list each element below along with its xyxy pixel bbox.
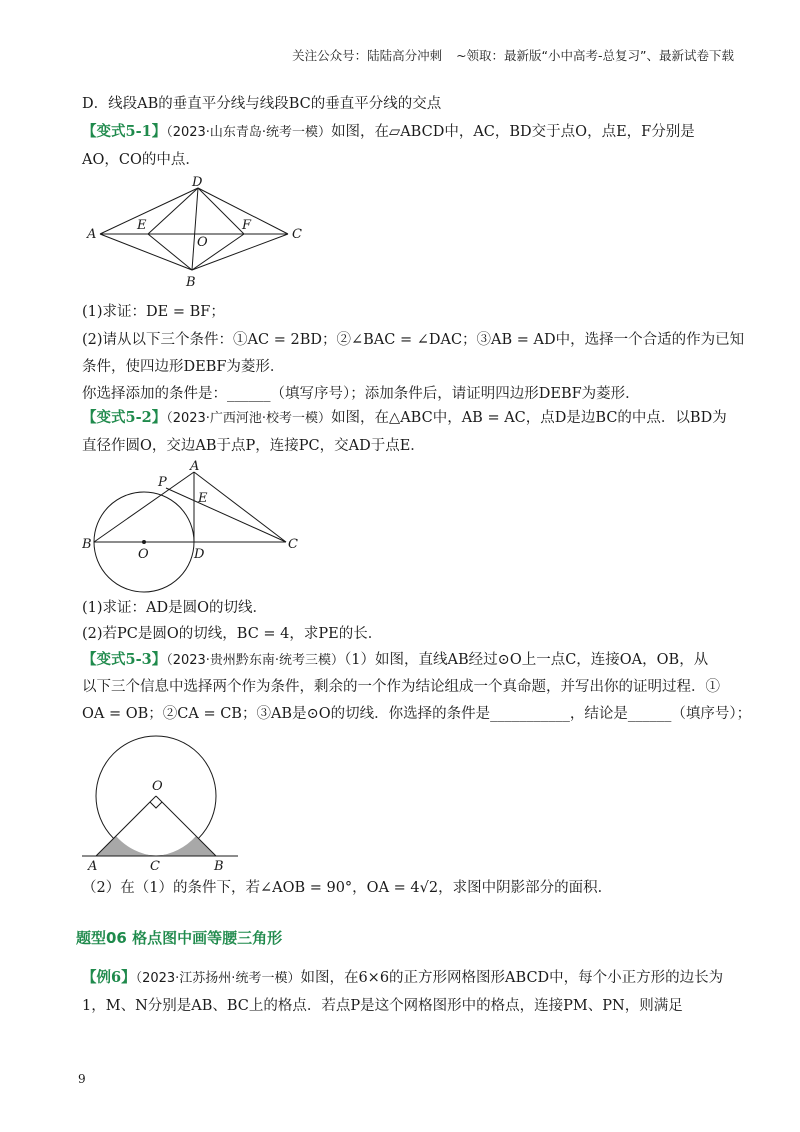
fig1-label-b: B xyxy=(186,275,196,290)
figure-parallelogram xyxy=(84,176,314,294)
fig1-label-o: O xyxy=(197,235,208,250)
example-6-text: 如图，在6×6的正方形网格图形ABCD中，每个小正方形的边长为 xyxy=(300,970,724,986)
fig1-label-f: F xyxy=(242,218,252,233)
variant-5-3-text3: OA = OB；②CA = CB；③AB是⊙O的切线．你选择的条件是___________，结论是______（填序号）； xyxy=(82,706,752,722)
variant-5-1-q2: (2)请从以下三个条件：①AC = 2BD；②∠BAC = ∠DAC；③AB = AD中，选择一个合适的作为已知 xyxy=(82,332,745,348)
section-title: 题型06 格点图中画等腰三角形 xyxy=(76,929,283,947)
header-right: ~领取：最新版“小中高考-总复习”、最新试卷下载 xyxy=(456,48,734,63)
fig1-label-a: A xyxy=(87,227,97,242)
variant-5-3-tag: 【变式5-3】 xyxy=(82,651,167,668)
fig2-label-o: O xyxy=(138,547,149,562)
header-left: 关注公众号：陆陆高分冲刺 xyxy=(292,48,443,63)
page-header xyxy=(282,46,734,64)
variant-5-1-line xyxy=(82,122,695,143)
fig3-label-a: A xyxy=(88,859,98,872)
example-6-source: （2023·江苏扬州·统考一模） xyxy=(135,971,301,986)
variant-5-1-q1: (1)求证：DE = BF； xyxy=(82,304,225,320)
variant-5-3-q2: （2）在（1）的条件下，若∠AOB = 90°，OA = 4√2，求图中阴影部分的面积． xyxy=(82,880,613,896)
fig2-label-d: D xyxy=(194,547,205,562)
figure-circle-tangent xyxy=(82,728,242,872)
example-6-text2: 1，M、N分别是AB、BC上的格点．若点P是这个网格图形中的格点，连接PM、PN，则满足 xyxy=(82,998,683,1014)
fig2-label-c: C xyxy=(288,537,298,552)
fig2-label-b: B xyxy=(82,537,92,552)
example-6-tag: 【例6】 xyxy=(82,969,136,986)
variant-5-2-text: 如图，在△ABC中，AB = AC，点D是边BC的中点．以BD为 xyxy=(331,410,727,426)
variant-5-2-line xyxy=(82,408,727,429)
variant-5-1-q2b: 条件，使四边形DEBF为菱形． xyxy=(82,359,285,375)
variant-5-3-text: （1）如图，直线AB经过⊙O上一点C，连接OA，OB，从 xyxy=(344,652,709,668)
variant-5-1-text: 如图，在▱ABCD中，AC，BD交于点O，点E，F分别是 xyxy=(331,124,695,140)
variant-5-3-line xyxy=(82,650,708,671)
variant-5-3-source: （2023·贵州黔东南·统考三模） xyxy=(166,653,345,668)
fig1-label-e: E xyxy=(137,218,147,233)
variant-5-1-source: （2023·山东青岛·统考一模） xyxy=(166,125,332,140)
variant-5-3-text2: 以下三个信息中选择两个作为条件，剩余的一个作为结论组成一个真命题，并写出你的证明过程．① xyxy=(82,679,720,695)
variant-5-1-text2: AO，CO的中点． xyxy=(82,152,200,168)
variant-5-1-q2c: 你选择添加的条件是：______（填写序号）；添加条件后，请证明四边形DEBF为菱形． xyxy=(82,386,640,402)
fig2-label-e: E xyxy=(198,491,208,506)
variant-5-2-tag: 【变式5-2】 xyxy=(82,409,167,426)
fig2-label-a: A xyxy=(190,459,200,474)
variant-5-2-q2: (2)若PC是圆O的切线，BC = 4，求PE的长． xyxy=(82,626,383,642)
variant-5-2-text2: 直径作圆O，交边AB于点P，连接PC，交AD于点E． xyxy=(82,438,425,454)
variant-5-1-tag: 【变式5-1】 xyxy=(82,123,167,140)
variant-5-2-q1: (1)求证：AD是圆O的切线． xyxy=(82,600,268,616)
page-number: 9 xyxy=(78,1072,86,1086)
variant-5-2-source: （2023·广西河池·校考一模） xyxy=(166,411,332,426)
fig2-label-p: P xyxy=(158,475,167,490)
fig1-label-c: C xyxy=(292,227,302,242)
fig3-label-b: B xyxy=(214,859,224,872)
example-6-line xyxy=(82,968,723,989)
option-d: D．线段AB的垂直平分线与线段BC的垂直平分线的交点 xyxy=(82,96,442,112)
fig3-label-o: O xyxy=(152,779,163,794)
fig1-label-d: D xyxy=(192,176,203,190)
fig3-label-c: C xyxy=(150,859,160,872)
figure-circle-triangle xyxy=(82,458,312,594)
